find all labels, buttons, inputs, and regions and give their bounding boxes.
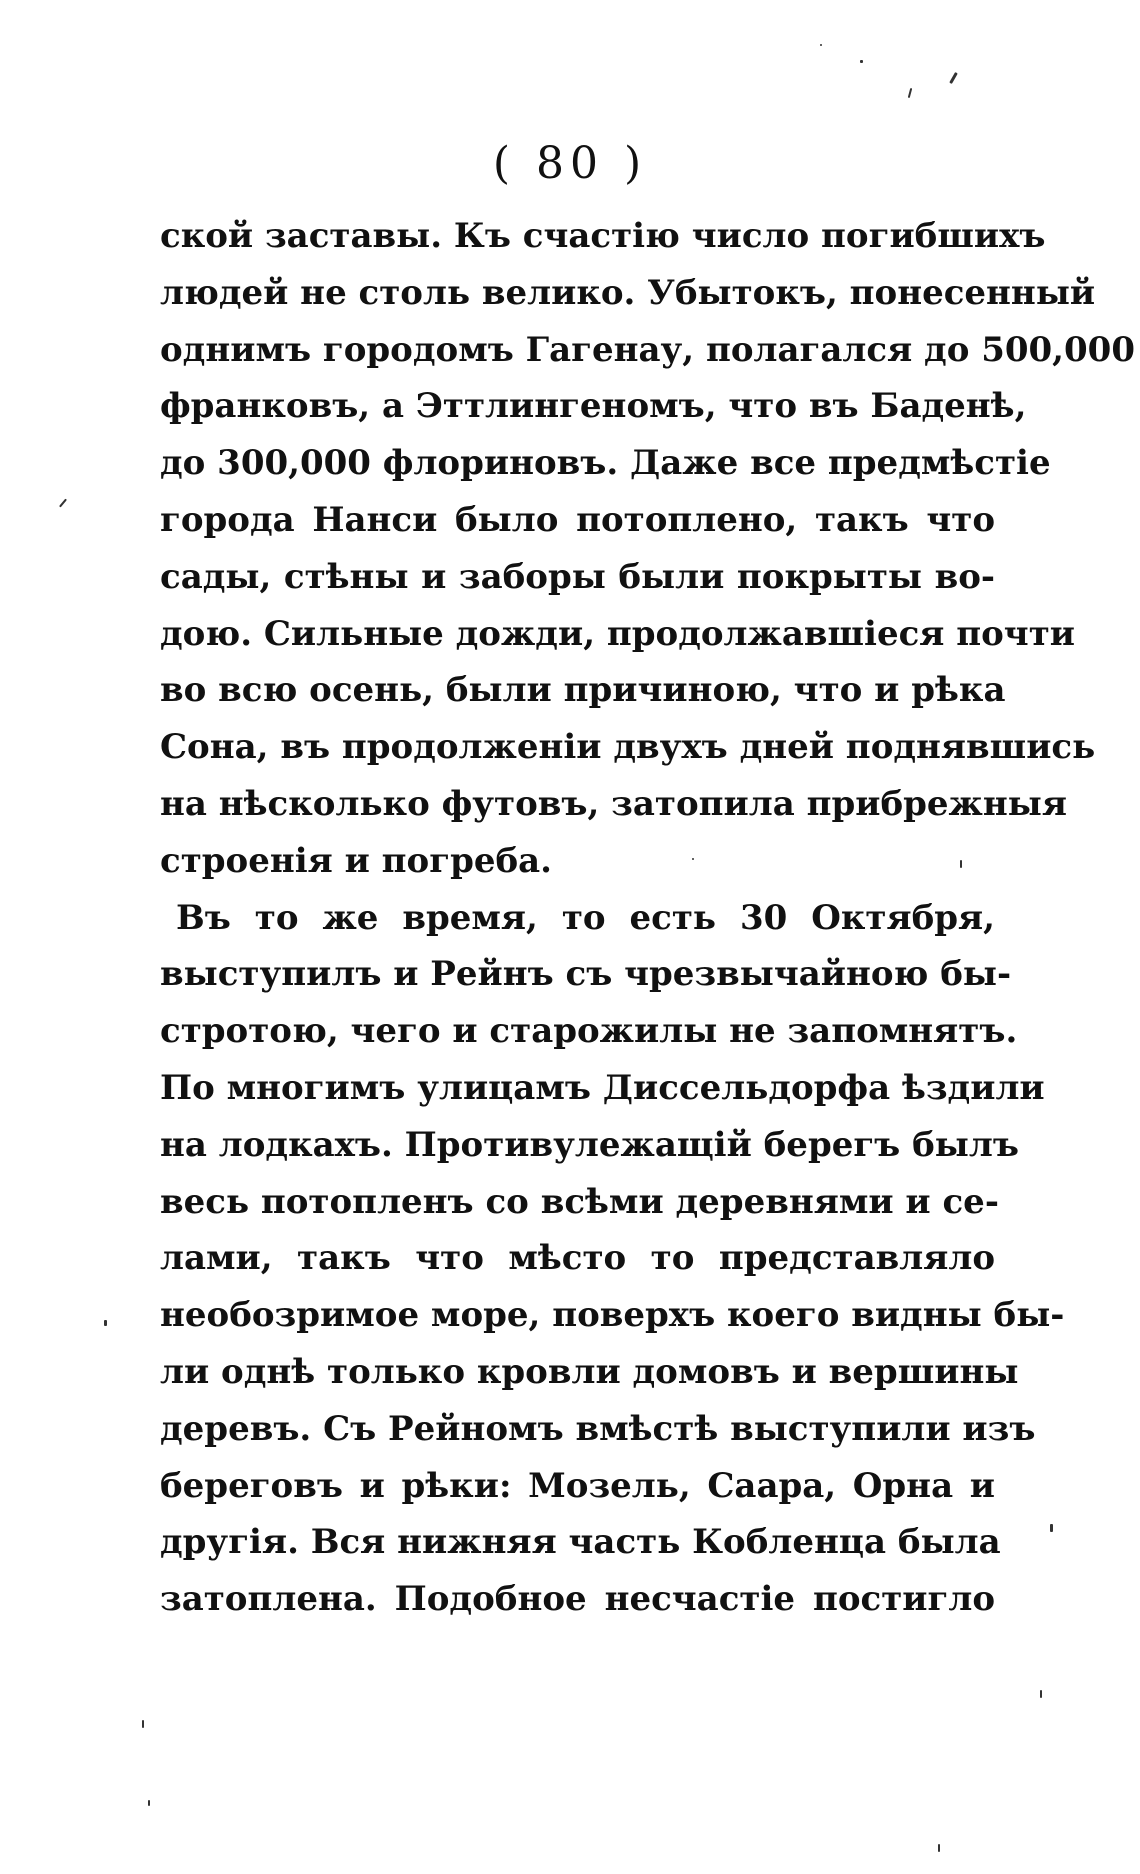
body-text [160, 208, 1135, 1628]
text-line: стротою, чего и старожилы не запомнятъ. [160, 1011, 1018, 1052]
text-line: По многимъ улицамъ Диссельдорфа ѣздили [160, 1067, 1045, 1108]
scan-speck [860, 60, 863, 63]
text-line: во всю осень, были причиною, что и рѣка [160, 670, 1006, 711]
text-line: выступилъ и Рейнъ съ чрезвычайною бы- [160, 954, 1012, 995]
scan-speck [59, 499, 67, 508]
text-line: до 300,000 флориновъ. Даже все предмѣстіе [160, 443, 1051, 484]
text-line: ской заставы. Къ счастію число погибшихъ [160, 216, 1046, 256]
text-line: ли однѣ только кровли домовъ и вершины [160, 1351, 1019, 1392]
scan-speck [908, 88, 913, 98]
scan-speck [692, 858, 694, 860]
text-line: лами, такъ что мѣсто то представляло [160, 1238, 995, 1279]
text-line: затоплена. Подобное несчастіе постигло [160, 1579, 995, 1620]
text-line: береговъ и рѣки: Мозель, Саара, Орна и [160, 1465, 995, 1506]
text-line: Сона, въ продолженіи двухъ дней поднявшись [160, 727, 1096, 768]
scan-speck [148, 1800, 150, 1806]
text-line: однимъ городомъ Гагенау, полагался до 500,000 [160, 329, 1135, 370]
scan-speck [949, 72, 958, 84]
text-line: другія. Вся нижняя часть Кобленца была [160, 1522, 1001, 1563]
text-line: города Нанси было потоплено, такъ что [160, 499, 995, 540]
page-number: ( 80 ) [492, 138, 648, 189]
text-line: дою. Сильные дожди, продолжавшіеся почти [160, 613, 1075, 654]
text-line: деревъ. Съ Рейномъ вмѣстѣ выступили изъ [160, 1408, 1036, 1449]
paragraph-end-line: строенія и погреба. [160, 840, 553, 881]
text-line: необозримое море, поверхъ коего видны бы- [160, 1295, 1065, 1336]
text-line: людей не столь велико. Убытокъ, понесенный [160, 272, 1096, 313]
text-line: франковъ, а Эттлингеномъ, что въ Баденѣ, [160, 386, 1027, 427]
scan-speck [104, 1320, 107, 1326]
scan-speck [938, 1844, 940, 1852]
scan-speck [960, 860, 962, 868]
scan-speck [1050, 1524, 1053, 1532]
text-line: на нѣсколько футовъ, затопила прибрежныя [160, 783, 1067, 824]
scan-speck [1040, 1690, 1042, 1698]
scan-speck [820, 44, 822, 46]
scan-speck [142, 1720, 144, 1728]
text-line: весь потопленъ со всѣми деревнями и се- [160, 1181, 999, 1222]
text-line: сады, стѣны и заборы были покрыты во- [160, 556, 995, 597]
text-line: на лодкахъ. Противулежащій берегъ былъ [160, 1124, 1019, 1165]
paragraph-start-line: Въ то же время, то есть 30 Октября, [176, 897, 995, 938]
